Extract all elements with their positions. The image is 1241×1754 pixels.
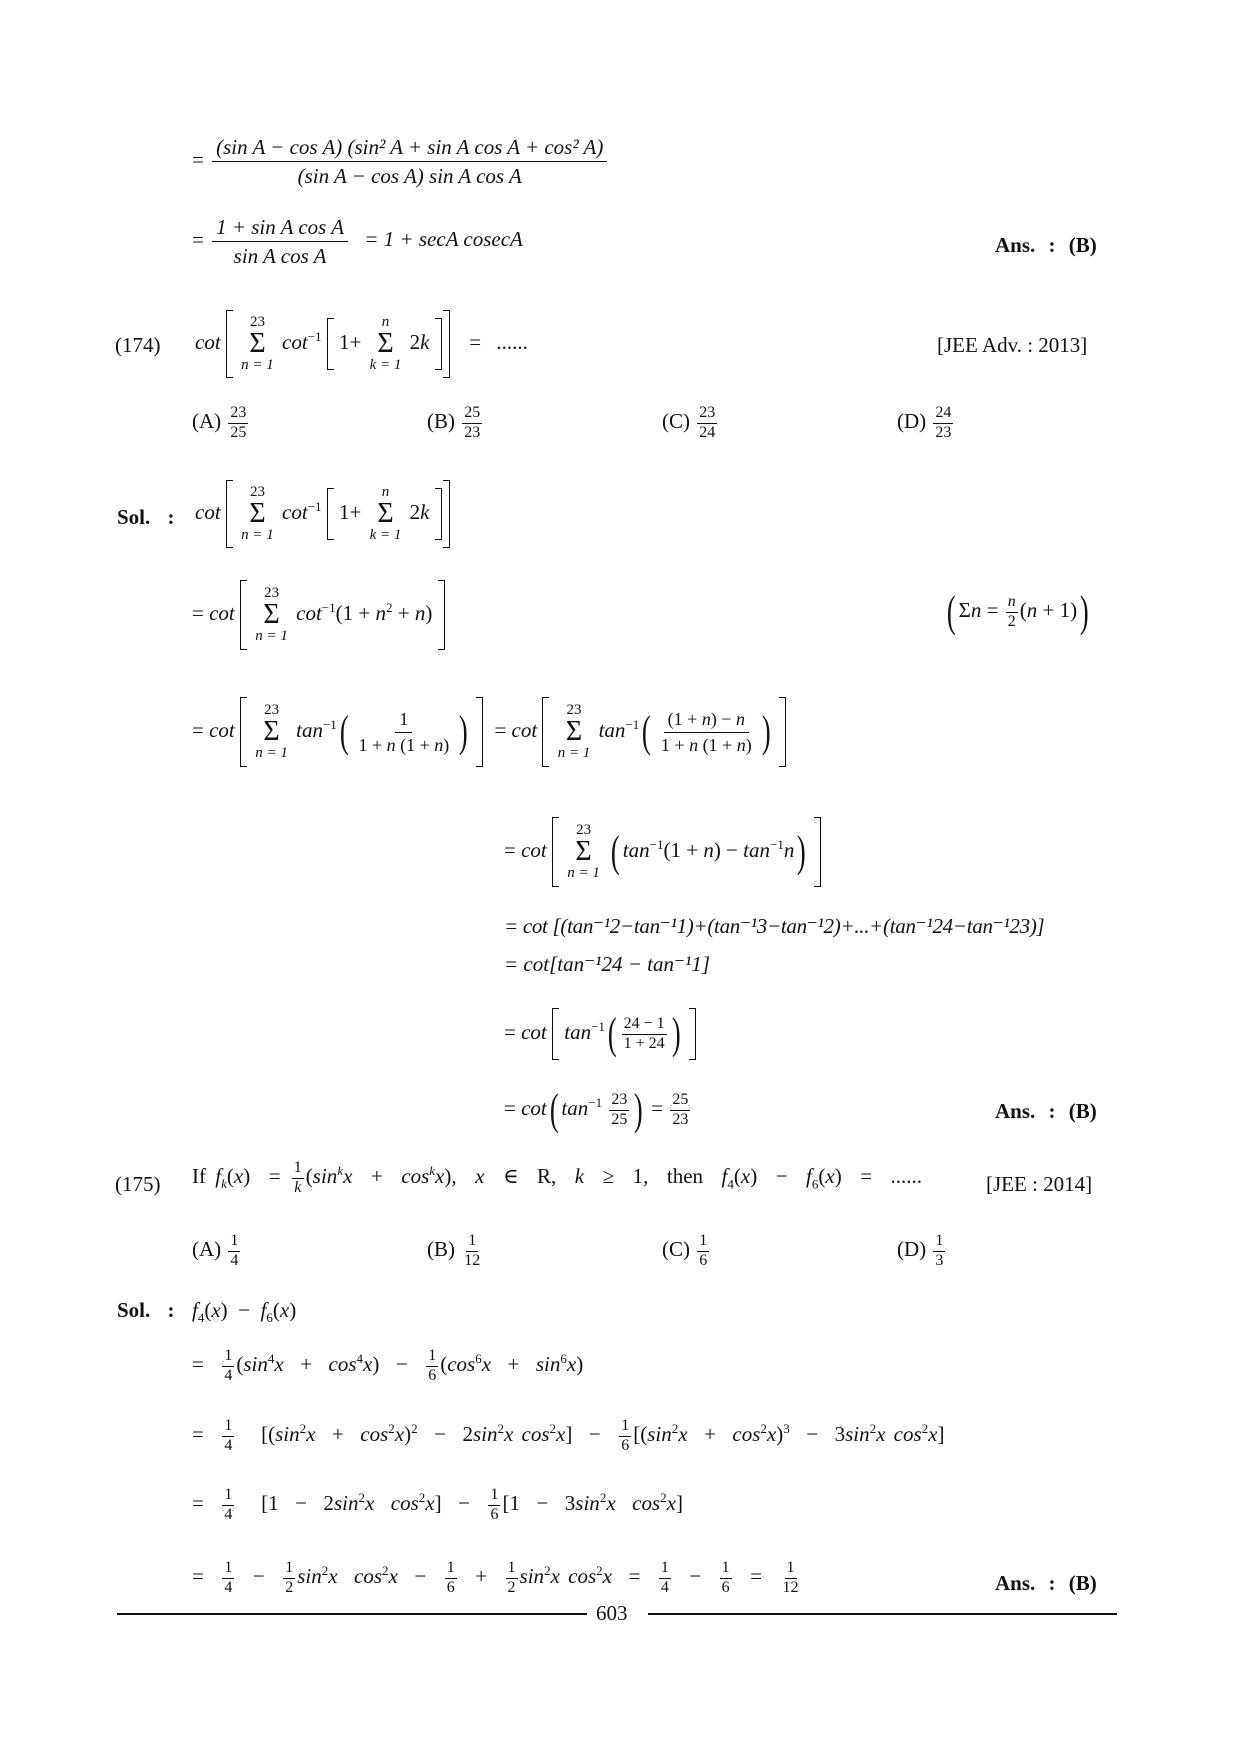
equals-sign: =	[192, 147, 204, 172]
equals-sign: =	[192, 717, 204, 742]
right-bracket	[443, 480, 450, 548]
sol-colon: :	[167, 1298, 175, 1322]
top-fraction-2	[212, 215, 348, 268]
question-number-175: (175)	[115, 1172, 161, 1196]
sol-174-step-3: = cot 23 Σ n = 1 $\tan^{-1}$( $\frac{1}{1 + n (1 + n)}$ ) = cot 23 Σ n = 1 $\tan^{-1}$( $\frac{(1 + n) - n}{1 + n (1 + n)}$ )	[192, 697, 786, 767]
left-bracket	[240, 697, 247, 767]
sigma-upper: n	[381, 314, 390, 330]
sol-175-step-3: = $\frac{1}{4}$ [$(\sin^2x + \cos^2x)^2 - 2\sin^2x$ $\cos^2x$] − $\frac{1}{6}$ [$(\sin^2x + \cos^2x)^3 - 3\sin^2x$ $\cos^2x$]	[192, 1417, 945, 1454]
frac-den: 1 + 24	[623, 1034, 665, 1052]
q175-option-c	[662, 1233, 711, 1270]
option-label: (B)	[427, 409, 455, 434]
option-num: 23	[697, 405, 717, 424]
footer-rule-left	[117, 1613, 587, 1615]
top-step-2	[192, 215, 523, 268]
option-value	[933, 1233, 945, 1270]
option-label: (A)	[192, 1237, 222, 1262]
top-step-1	[192, 135, 610, 188]
sol-174-step-5: = cot [(tan⁻¹2−tan⁻¹1)+(tan⁻¹3−tan⁻¹2)+...+(tan⁻¹24−tan⁻¹23)]	[504, 914, 1045, 938]
option-label: (C)	[662, 409, 690, 434]
option-value	[933, 405, 953, 442]
option-label: (D)	[897, 1237, 927, 1262]
right-bracket	[814, 817, 821, 887]
ans-colon: :	[1048, 233, 1056, 257]
option-value	[697, 1233, 709, 1270]
inner-left-bracket	[327, 318, 334, 370]
sol-174-step-4: = cot 23 Σ n = 1 ( $\tan^{-1}(1 + n) - \tan^{-1}n$)	[504, 817, 821, 887]
option-value	[697, 405, 717, 442]
sigma-inner	[370, 485, 402, 543]
option-value	[228, 405, 248, 442]
sigma-upper: 23	[566, 702, 582, 718]
ans-value: (B)	[1068, 1571, 1097, 1595]
option-den: 3	[935, 1251, 944, 1269]
left-bracket	[226, 310, 233, 378]
option-label: (B)	[427, 1237, 455, 1262]
sigma-lower: n = 1	[255, 745, 288, 761]
option-label: (D)	[897, 409, 927, 434]
sigma-symbol: Σ	[565, 716, 583, 747]
frac-num: 24 − 1	[622, 1016, 667, 1035]
sum-formula-note: ( Σn = $\frac{n}{2}$ (n + 1))	[946, 587, 1089, 636]
result-den: 23	[672, 1110, 689, 1128]
option-label: (C)	[662, 1237, 690, 1262]
sigma-symbol: Σ	[263, 716, 280, 747]
sol-175-label	[117, 1298, 175, 1323]
sigma-symbol: Σ	[263, 599, 280, 630]
option-num: 1	[228, 1233, 240, 1252]
equals-sign: =	[469, 329, 482, 354]
sigma-symbol: Σ	[249, 328, 266, 359]
frac-den: 25	[611, 1110, 628, 1128]
q175-option-b	[427, 1233, 484, 1270]
option-den: 23	[464, 423, 481, 441]
option-num: 1	[697, 1233, 709, 1252]
sigma	[567, 823, 600, 881]
ellipsis: ......	[496, 329, 528, 354]
option-num: 24	[933, 405, 953, 424]
ans-label: Ans.	[995, 233, 1036, 257]
sigma-inner	[370, 315, 402, 373]
sol-174-step-6: = cot[tan⁻¹24 − tan⁻¹1]	[504, 952, 711, 976]
q175-statement: If $f_k(x)$ = $\frac{1}{k}$ $(\sin^kx + \cos^kx)$, x ∈ R, k ≥ 1, then $f_4(x) - f_6(x)$ = ......	[192, 1159, 923, 1196]
sol-174-label	[117, 505, 175, 530]
option-value	[228, 1233, 240, 1270]
left-bracket-2	[542, 697, 549, 767]
denominator: (sin A − cos A) sin A cos A	[297, 164, 522, 189]
inner-right-bracket	[435, 318, 442, 370]
equals-sign: =	[192, 227, 204, 252]
sigma-outer	[241, 315, 274, 373]
sol-174-step-8: = cot( $\tan^{-1}$ $\frac{23}{25}$ ) = $\frac{25}{23}$	[504, 1085, 689, 1134]
sigma-upper: 23	[249, 314, 265, 330]
question-number-174: (174)	[115, 333, 161, 357]
ans-colon: :	[1048, 1571, 1056, 1595]
sol-175-step-2: = $\frac{1}{4}$ $(\sin^4x + \cos^4x)$ − $\frac{1}{6}$ $(\cos^6x + \sin^6x)$	[192, 1347, 584, 1384]
q174-option-d	[897, 405, 955, 442]
sol-text: Sol.	[117, 505, 151, 529]
frac-num: 23	[609, 1092, 629, 1111]
option-den: 23	[935, 423, 952, 441]
option-num: 1	[466, 1233, 478, 1252]
q174-option-c	[662, 405, 719, 442]
sigma-2	[558, 703, 591, 761]
sol-175-step-1: $f_4(x) - f_6(x)$	[192, 1298, 297, 1326]
result-num: 25	[670, 1092, 690, 1111]
left-bracket	[226, 480, 233, 548]
right-bracket	[476, 697, 483, 767]
equals-sign: =	[504, 837, 516, 862]
option-value	[462, 405, 482, 442]
q175-option-d	[897, 1233, 947, 1270]
q174-option-a	[192, 405, 250, 442]
left-bracket	[552, 1008, 559, 1060]
sigma-upper: 23	[264, 702, 280, 718]
sigma	[255, 586, 288, 644]
ans-value: (B)	[1068, 1099, 1097, 1123]
sigma-lower: k = 1	[369, 527, 402, 543]
option-den: 6	[699, 1251, 708, 1269]
sigma-upper: 23	[264, 585, 280, 601]
sigma-symbol: Σ	[575, 836, 592, 867]
sigma	[255, 703, 288, 761]
sol-colon: :	[167, 505, 175, 529]
option-den: 4	[230, 1251, 239, 1269]
top-fraction-1	[212, 135, 607, 188]
sigma-upper: n	[381, 484, 390, 500]
right-bracket	[438, 580, 445, 650]
inner-right-bracket	[435, 488, 442, 540]
sigma-symbol: Σ	[249, 498, 266, 529]
equals-sign: =	[504, 1095, 516, 1120]
option-den: 12	[464, 1251, 481, 1269]
ans-colon: :	[1048, 1099, 1056, 1123]
left-bracket	[552, 817, 559, 887]
option-num: 1	[933, 1233, 945, 1252]
sigma-symbol: Σ	[377, 498, 394, 529]
equals-sign: =	[192, 600, 204, 625]
footer-rule-right	[648, 1613, 1117, 1615]
answer-175	[995, 1571, 1097, 1596]
sol-175-step-5: = $\frac{1}{4}$ − $\frac{1}{2}$ $\sin^2x$ $\cos^2x$ − $\frac{1}{6}$ + $\frac{1}{2}$ $\sin^2x$ $\cos^2x$ = $\frac{1}{4}$ − $\frac{1}{6}$ = $\frac{1}{12}$	[192, 1559, 799, 1596]
numerator: 1 + sin A cos A	[212, 215, 348, 242]
sigma-upper: 23	[249, 484, 265, 500]
option-den: 25	[230, 423, 247, 441]
right-bracket-2	[779, 697, 786, 767]
sigma-lower: k = 1	[369, 357, 402, 373]
answer-top	[995, 233, 1097, 258]
q174-option-b	[427, 405, 484, 442]
option-value	[462, 1233, 482, 1270]
ans-value: (B)	[1068, 233, 1097, 257]
sol-174-step-1: cot 23 Σ n = 1 $\cot^{-1} 1+$ n Σ k = 1 2k	[195, 480, 450, 548]
q175-source: [JEE : 2014]	[986, 1172, 1093, 1196]
rhs: = 1 + secA cosecA	[364, 227, 523, 252]
page-number: 603	[596, 1601, 628, 1625]
left-bracket	[240, 580, 247, 650]
right-bracket	[689, 1008, 696, 1060]
ans-label: Ans.	[995, 1099, 1036, 1123]
q175-option-a	[192, 1233, 242, 1270]
sigma-lower: n = 1	[567, 865, 600, 881]
sigma-upper: 23	[576, 822, 592, 838]
equals-sign: =	[504, 1019, 516, 1044]
right-bracket	[443, 310, 450, 378]
option-num: 25	[462, 405, 482, 424]
sigma-lower: n = 1	[557, 745, 591, 761]
q174-expression: cot 23 Σ n = 1 $\cot^{-1} 1+$ n Σ k = 1 2k = ......	[195, 310, 528, 378]
sigma-outer	[241, 485, 274, 543]
sol-text: Sol.	[117, 1298, 151, 1322]
option-den: 24	[699, 423, 716, 441]
inner-left-bracket	[327, 488, 334, 540]
numerator: (sin A − cos A) (sin² A + sin A cos A + cos² A)	[212, 135, 607, 162]
q174-source: [JEE Adv. : 2013]	[937, 333, 1088, 357]
sigma-symbol: Σ	[377, 328, 394, 359]
sol-175-step-4: = $\frac{1}{4}$ [$1 - 2\sin^2x$ $\cos^2x$] − $\frac{1}{6}$ [$1 - 3\sin^2x$ $\cos^2x$]	[192, 1486, 683, 1523]
sigma-lower: n = 1	[241, 357, 274, 373]
denominator: sin A cos A	[233, 244, 327, 269]
option-label: (A)	[192, 409, 222, 434]
sol-174-step-2: = cot 23 Σ n = 1 $\cot^{-1}(1 + n^2 + n)$	[192, 580, 445, 650]
answer-174	[995, 1099, 1097, 1124]
sigma-lower: n = 1	[255, 628, 288, 644]
sol-174-step-7: = $\cot \tan^{-1}$( $\frac{24 - 1}{1 + 24}$ )	[504, 1008, 696, 1060]
option-num: 23	[228, 405, 248, 424]
ans-label: Ans.	[995, 1571, 1036, 1595]
sigma-lower: n = 1	[241, 527, 274, 543]
